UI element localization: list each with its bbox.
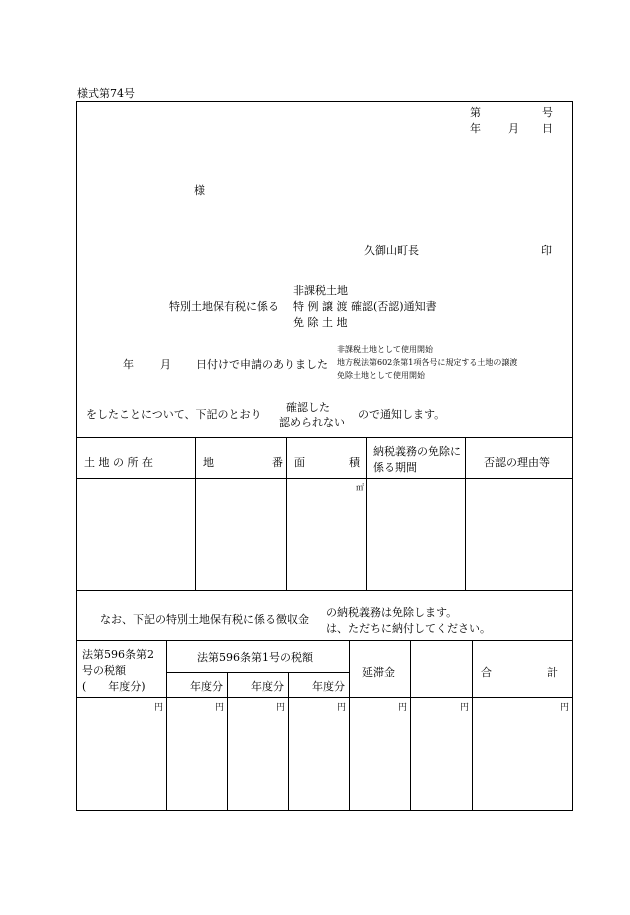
header-location: 土 地 の 所 在 [84,456,153,469]
yen-unit: 円 [560,703,570,713]
yen-unit: 円 [398,703,408,713]
table2-col-divider [472,640,473,811]
yen-unit: 円 [154,703,164,713]
table1-top-rule [76,437,573,438]
table2-subheader-rule [166,672,349,673]
table1-col-divider [366,437,367,590]
yen-unit: 円 [276,703,286,713]
table1-col-divider [465,437,466,590]
t2-col1-line3: ( 年度分) [82,680,146,693]
t2-total-header: 合 計 [481,666,558,679]
header-area-2: 積 [349,456,360,469]
t2-col1-line2: 号の税額 [82,664,126,677]
body-applied-text: 日付けで申請のありました [196,358,328,371]
confirm-option-a: 確認した [286,401,330,414]
title-prefix: 特別土地保有税に係る [169,300,279,313]
body-line2-suffix: ので通知します。 [358,408,446,421]
table2-col-divider [349,640,350,811]
doc-no-go: 号 [542,106,553,119]
title-option-2: 特 例 譲 渡 [293,300,348,313]
body-option-2: 地方税法第602条第1項各号に規定する土地の譲渡 [337,358,518,367]
table2-header-rule [76,697,573,698]
body-option-1: 非課税土地として使用開始 [337,345,433,354]
table2-col-divider [166,640,167,811]
table1-col-divider [195,437,196,590]
t2-year-2: 年度分 [251,680,284,693]
date-nen: 年 [470,122,481,135]
addressee-suffix: 様 [194,184,205,197]
yen-unit: 円 [337,703,347,713]
header-lot-2: 番 [272,456,283,469]
header-period: 納税義務の免除に係る期間 [373,445,461,474]
area-unit: ㎡ [356,483,364,492]
notice-lead: なお、下記の特別土地保有税に係る徴収金 [100,613,309,626]
body-option-3: 免除土地として使用開始 [337,371,425,380]
notice-option-2: は、ただちに納付してください。 [326,622,491,635]
seal-mark: 印 [541,244,552,257]
table1-col-divider [286,437,287,590]
t2-group-header: 法第596条第1号の税額 [197,651,313,664]
table2-col-divider [227,672,228,811]
yen-unit: 円 [460,703,470,713]
issuer-title: 久御山町長 [364,244,419,257]
table1-bottom-rule [76,590,573,591]
header-lot: 地 [203,456,214,469]
header-reason: 否認の理由等 [484,456,550,469]
header-area: 面 [294,456,305,469]
t2-year-1: 年度分 [190,680,223,693]
t2-year-3: 年度分 [312,680,345,693]
table2-col-divider [410,640,411,811]
confirm-option-b: 認められない [279,416,345,429]
date-tsuki: 月 [508,122,519,135]
table2-col-divider [288,672,289,811]
title-option-3: 免 除 土 地 [293,316,348,329]
yen-unit: 円 [215,703,225,713]
t2-delay-header: 延滞金 [362,666,395,679]
date-hi: 日 [542,122,553,135]
table1-header-rule [76,478,573,479]
body-date-tsuki: 月 [160,358,171,371]
t2-col1-line1: 法第596条第2 [82,648,154,661]
body-date-nen: 年 [123,358,134,371]
doc-no-dai: 第 [470,106,481,119]
body-line2-prefix: をしたことについて、下記のとおり [86,408,262,421]
title-option-1: 非課税土地 [293,284,348,297]
title-suffix: 確認(否認)通知書 [351,300,437,313]
notice-option-1: の納税義務は免除します。 [326,606,458,619]
form-number: 様式第74号 [77,87,135,100]
table2-top-rule [76,640,573,641]
